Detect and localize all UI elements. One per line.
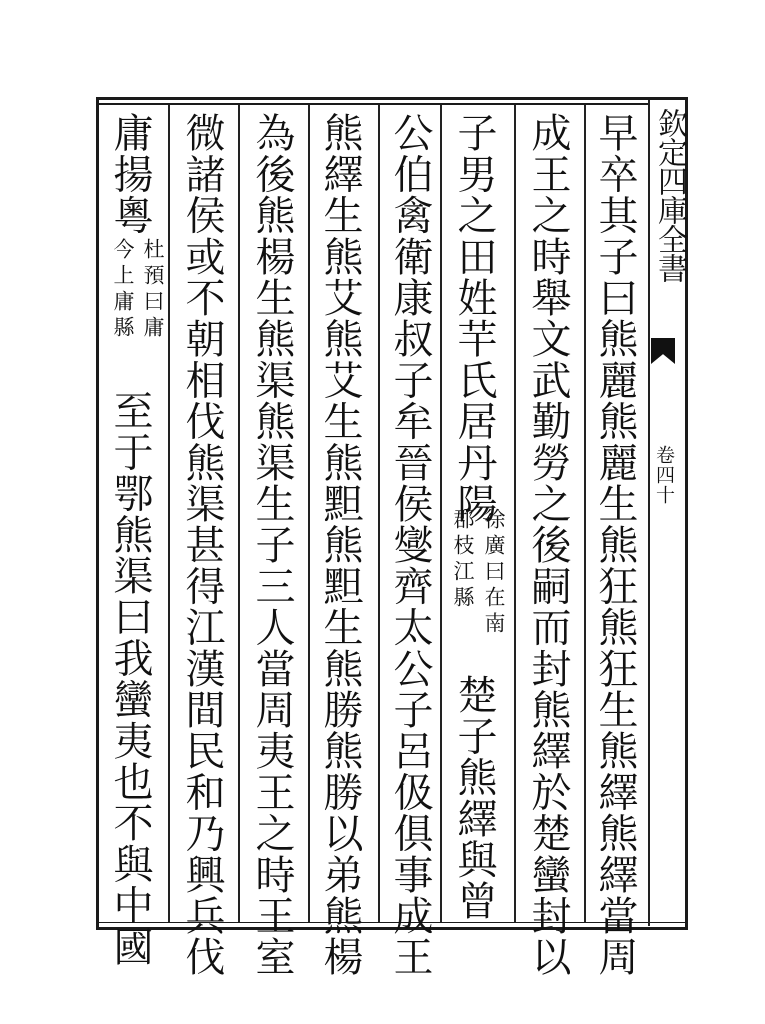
column-rule [378, 105, 380, 922]
text-column-2: 成王之時舉文武勤勞之後嗣而封熊繹於楚蠻封以 [525, 112, 571, 978]
inner-top-rule [96, 103, 649, 105]
column-rule [308, 105, 310, 922]
text-column-1: 早卒其子曰熊麗熊麗生熊狂熊狂生熊繹熊繹當周 [592, 112, 638, 978]
text-column-6: 為後熊楊生熊渠熊渠生子三人當周夷王之時王室 [249, 112, 295, 978]
column-rule [514, 105, 516, 922]
text-column-8-cont: 至于鄂熊渠曰我蠻夷也不與中國 [107, 390, 153, 967]
banxin-title: 欽定四庫全書 [652, 108, 687, 282]
text-column-8: 庸揚粵 [107, 112, 153, 236]
text-column-4: 公伯禽衛康叔子牟晉侯燮齊太公子呂伋俱事成王 [387, 112, 433, 978]
annotation-right: 杜預曰庸 [141, 238, 165, 342]
volume-label: 卷四十 [653, 445, 675, 505]
text-column-7: 微諸侯或不朝相伐熊渠甚得江漢間民和乃興兵伐 [179, 112, 225, 978]
column-rule [584, 105, 586, 922]
text-column-3: 子男之田姓芉氏居丹陽 [451, 112, 497, 524]
text-column-3-cont: 楚子熊繹與曾 [451, 674, 497, 922]
banxin-rule [648, 100, 650, 926]
text-column-5: 熊繹生熊艾熊艾生熊䵣熊䵣生熊勝熊勝以弟熊楊 [317, 112, 363, 978]
column-rule [440, 105, 442, 922]
annotation-left: 今上庸縣 [111, 238, 135, 342]
annotation-left: 郡枝江縣 [451, 508, 475, 612]
annotation-right: 徐廣曰在南 [482, 508, 506, 638]
column-rule [168, 105, 170, 922]
column-rule [238, 105, 240, 922]
